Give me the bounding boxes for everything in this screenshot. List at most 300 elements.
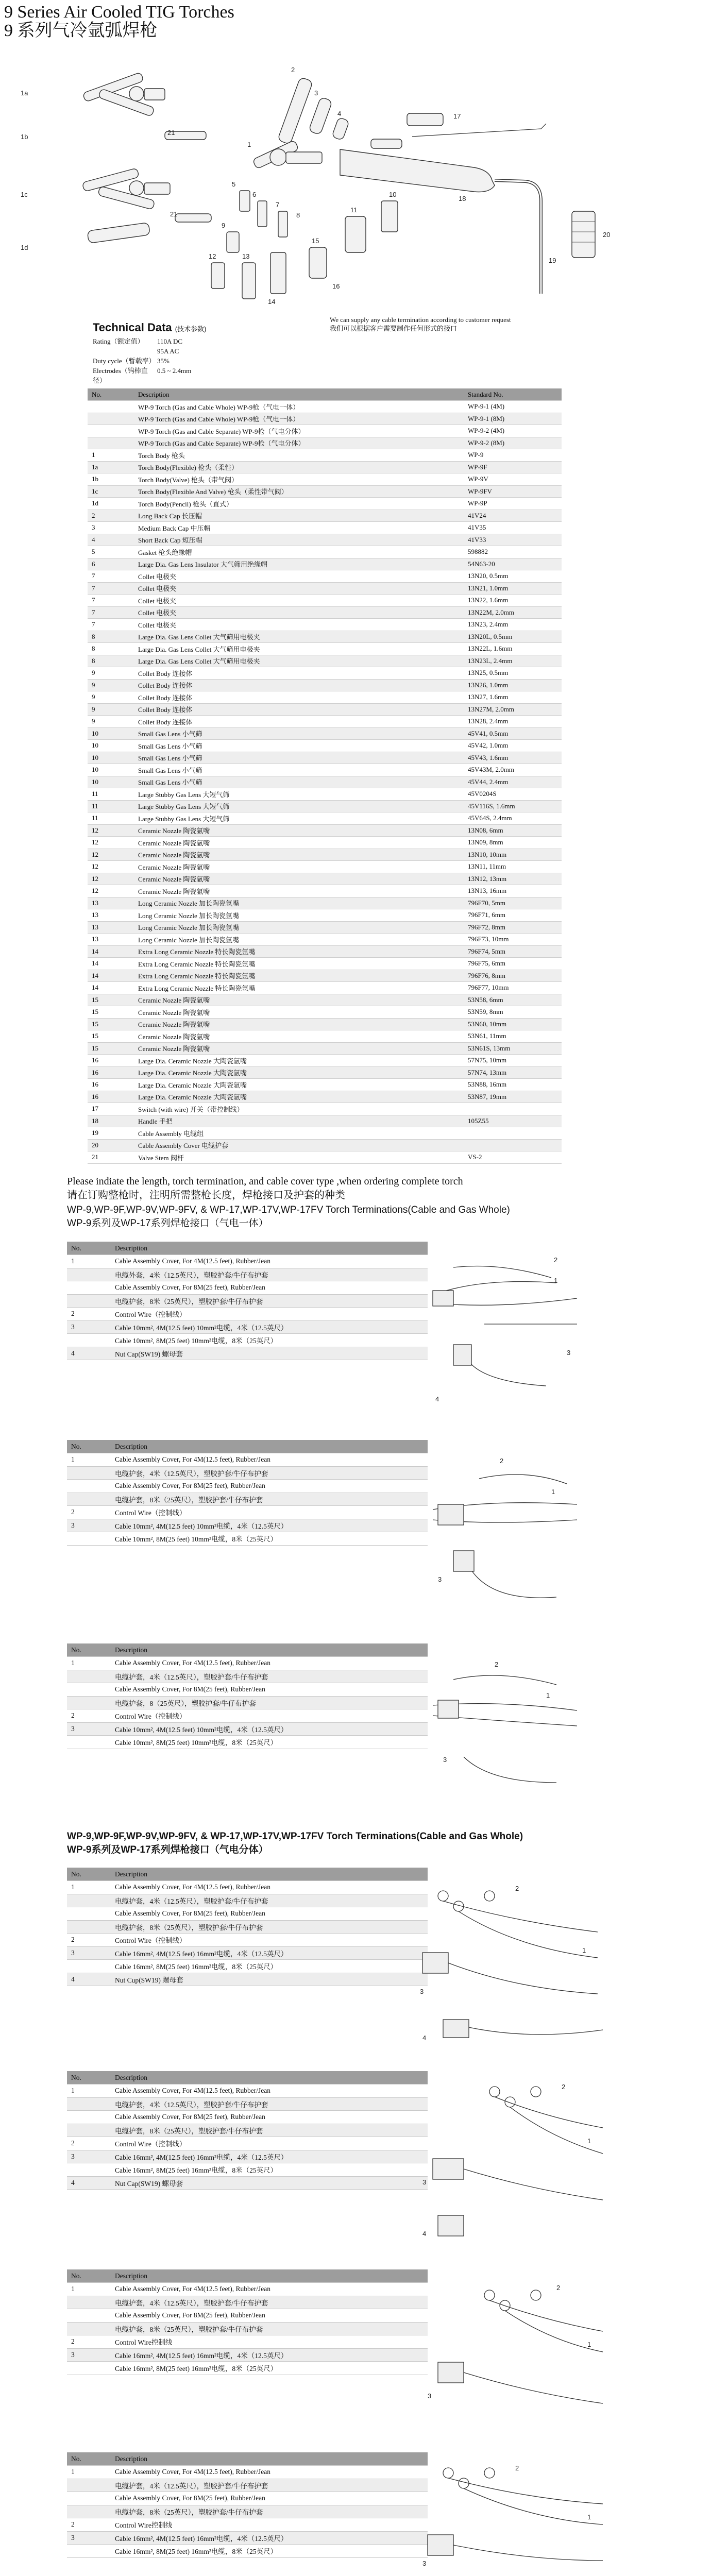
part-no: 8 bbox=[88, 643, 134, 655]
part-no: 12 bbox=[88, 873, 134, 885]
cable-item-no bbox=[67, 1480, 111, 1493]
parts-row bbox=[88, 595, 562, 607]
part-standard-no: 13N25, 0.5mm bbox=[464, 667, 562, 680]
part-standard-no: 45V42, 1.0mm bbox=[464, 740, 562, 752]
part-description: Ceramic Nozzle 陶瓷氩嘴 bbox=[134, 1030, 464, 1043]
cable-item-no bbox=[67, 1268, 111, 1281]
col-no: No. bbox=[67, 2071, 111, 2084]
part-standard-no: 796F71, 6mm bbox=[464, 909, 562, 922]
col-description: Description bbox=[134, 388, 464, 401]
cable-item-description: Cable 16mm², 8M(25 feet) 16mm²电缆，8米（25英尺） bbox=[111, 2362, 428, 2375]
part-description: WP-9 Torch (Gas and Cable Separate) WP-9枪（气电分体） bbox=[134, 425, 464, 437]
cable-row bbox=[67, 1320, 428, 1334]
parts-row bbox=[88, 716, 562, 728]
parts-row bbox=[88, 764, 562, 776]
tech-electrodes bbox=[93, 366, 361, 385]
cable-item-no bbox=[67, 2309, 111, 2323]
part-no: 21 bbox=[88, 1151, 134, 1164]
part-standard-no: 53N61S, 13mm bbox=[464, 1042, 562, 1055]
cable-item-no: 3 bbox=[67, 2150, 111, 2163]
parts-row bbox=[88, 413, 562, 425]
col-no: No. bbox=[67, 2269, 111, 2283]
cable-row bbox=[67, 1736, 428, 1749]
part-no: 9 bbox=[88, 679, 134, 691]
part-standard-no: 13N20L, 0.5mm bbox=[464, 631, 562, 643]
part-description: Large Dia. Gas Lens Collet 大气筛用电极夹 bbox=[134, 655, 464, 667]
part-standard-no: WP-9P bbox=[464, 498, 562, 510]
cable-row bbox=[67, 1657, 428, 1670]
cable-item-description: Cable 16mm², 4M(12.5 feet) 16mm²电缆，4米（12.5英尺） bbox=[111, 1946, 428, 1960]
part-no: 14 bbox=[88, 982, 134, 994]
cable-item-description: Cable Assembly Cover, For 4M(12.5 feet), Rubber/Jean bbox=[111, 2084, 428, 2098]
parts-row bbox=[88, 849, 562, 861]
col-description: Description bbox=[111, 2452, 428, 2466]
termination-diagram-6 bbox=[412, 2275, 618, 2445]
cable-row bbox=[67, 2309, 428, 2323]
callout-2: 2 bbox=[291, 66, 295, 74]
part-no: 1c bbox=[88, 485, 134, 498]
cable-row bbox=[67, 1881, 428, 1894]
cable-item-description: Cable 16mm², 8M(25 feet) 16mm²电缆，8米（25英尺） bbox=[111, 1960, 428, 1973]
parts-row bbox=[88, 982, 562, 994]
part-standard-no: 13N22, 1.6mm bbox=[464, 595, 562, 607]
part-description: Extra Long Ceramic Nozzle 特长陶瓷氩嘴 bbox=[134, 958, 464, 970]
parts-row bbox=[88, 812, 562, 825]
part-description: Collet Body 连接体 bbox=[134, 691, 464, 704]
part-description: Collet 电极夹 bbox=[134, 606, 464, 619]
cable-item-description: Cable Assembly Cover, For 8M(25 feet), Rubber/Jean bbox=[111, 1281, 428, 1295]
cable-item-no: 4 bbox=[67, 1347, 111, 1360]
callout-13: 13 bbox=[242, 252, 250, 260]
cable-item-no: 4 bbox=[67, 2176, 111, 2190]
cable-item-no: 4 bbox=[67, 1973, 111, 1986]
cable-item-no: 1 bbox=[67, 2283, 111, 2296]
col-description: Description bbox=[111, 2269, 428, 2283]
part-standard-no: 796F74, 5mm bbox=[464, 945, 562, 958]
cable-item-description: Control Wire（控制线） bbox=[111, 1506, 428, 1519]
parts-row bbox=[88, 510, 562, 522]
termination-note: We can supply any cable termination according to customer request 我们可以根据客户需要制作任何形式的接口 bbox=[330, 316, 511, 332]
cable-item-description: 电缆护套，8（25英尺），塑胶护套/牛仔布护套 bbox=[111, 1696, 428, 1709]
cable-item-description: 电缆护套，8米（25英尺），塑胶护套/牛仔布护套 bbox=[111, 2124, 428, 2137]
part-no: 11 bbox=[88, 800, 134, 812]
part-description: Ceramic Nozzle 陶瓷氩嘴 bbox=[134, 873, 464, 885]
parts-row bbox=[88, 631, 562, 643]
cable-item-description: Cable Assembly Cover, For 4M(12.5 feet), Rubber/Jean bbox=[111, 1255, 428, 1268]
part-standard-no: 13N21, 1.0mm bbox=[464, 582, 562, 595]
callout-14: 14 bbox=[268, 298, 276, 306]
part-no: 10 bbox=[88, 752, 134, 764]
callout-1: 1 bbox=[546, 1691, 550, 1699]
part-no: 19 bbox=[88, 1127, 134, 1140]
parts-row bbox=[88, 909, 562, 922]
cable-item-no: 2 bbox=[67, 2137, 111, 2150]
cable-row bbox=[67, 1934, 428, 1947]
part-description: Ceramic Nozzle 陶瓷氩嘴 bbox=[134, 837, 464, 849]
part-standard-no: WP-9-2 (4M) bbox=[464, 425, 562, 437]
parts-row bbox=[88, 534, 562, 546]
part-description: Ceramic Nozzle 陶瓷氩嘴 bbox=[134, 994, 464, 1006]
callout-1c: 1c bbox=[21, 191, 28, 198]
callout-9: 9 bbox=[222, 222, 226, 229]
part-no: 1d bbox=[88, 498, 134, 510]
cable-table-header bbox=[67, 1440, 428, 1453]
callout-4: 4 bbox=[337, 110, 342, 117]
parts-row bbox=[88, 643, 562, 655]
callout-4: 4 bbox=[435, 1395, 439, 1403]
part-no: 6 bbox=[88, 558, 134, 570]
torch-diagram-svg bbox=[10, 46, 701, 314]
part-standard-no: 53N87, 19mm bbox=[464, 1091, 562, 1103]
cable-item-description: 电缆护套，4米（12.5英尺），塑胶护套/牛仔布护套 bbox=[111, 1466, 428, 1480]
cable-row bbox=[67, 1894, 428, 1907]
cable-item-description: 电缆护套，4米（12.5英尺），塑胶护套/牛仔布护套 bbox=[111, 2479, 428, 2492]
cable-item-description: 电缆护套，4米（12.5英尺），塑胶护套/牛仔布护套 bbox=[111, 2296, 428, 2309]
cable-item-no: 3 bbox=[67, 1519, 111, 1532]
cable-item-description: Cable Assembly Cover, For 8M(25 feet), Rubber/Jean bbox=[111, 2309, 428, 2323]
part-no: 10 bbox=[88, 764, 134, 776]
cable-item-no: 1 bbox=[67, 1255, 111, 1268]
part-no: 12 bbox=[88, 885, 134, 897]
parts-row bbox=[88, 498, 562, 510]
parts-row bbox=[88, 897, 562, 909]
cable-19 bbox=[412, 124, 546, 294]
part-description: Ceramic Nozzle 陶瓷氩嘴 bbox=[134, 1042, 464, 1055]
part-no: 10 bbox=[88, 727, 134, 740]
cable-item-description: 电缆护套，4米（12.5英尺），塑胶护套/牛仔布护套 bbox=[111, 2097, 428, 2111]
cable-item-no bbox=[67, 1894, 111, 1907]
order-instruction-cn: 请在订购整枪时，注明所需整枪长度，焊枪接口及护套的种类 bbox=[67, 1190, 345, 1201]
cable-row bbox=[67, 1532, 428, 1546]
part-description: Long Back Cap 长压帽 bbox=[134, 510, 464, 522]
cable-item-no: 1 bbox=[67, 1881, 111, 1894]
cable-table-header bbox=[67, 2452, 428, 2466]
cable-item-no: 2 bbox=[67, 1506, 111, 1519]
cable-table-1 bbox=[67, 1242, 428, 1360]
part-standard-no: WP-9V bbox=[464, 473, 562, 486]
cable-row bbox=[67, 1294, 428, 1308]
part-description: Gasket 枪头绝缘帽 bbox=[134, 546, 464, 558]
cable-table-header bbox=[67, 1643, 428, 1657]
parts-row bbox=[88, 449, 562, 462]
cable-item-no: 1 bbox=[67, 1657, 111, 1670]
callout-10: 10 bbox=[389, 191, 397, 198]
part-description: Valve Stem 阀杆 bbox=[134, 1151, 464, 1164]
part-description: Collet 电极夹 bbox=[134, 582, 464, 595]
part-standard-no: 13N08, 6mm bbox=[464, 824, 562, 837]
part-no: 7 bbox=[88, 570, 134, 583]
cable-row bbox=[67, 2097, 428, 2111]
callout-18: 18 bbox=[459, 195, 466, 202]
parts-row bbox=[88, 1079, 562, 1091]
cable-item-description: 电缆护套，8米（25英尺），塑胶护套/牛仔布护套 bbox=[111, 2505, 428, 2518]
part-standard-no: 13N23L, 2.4mm bbox=[464, 655, 562, 667]
page-title-en: 9 Series Air Cooled TIG Torches bbox=[4, 3, 234, 22]
col-no: No. bbox=[67, 1643, 111, 1657]
cable-item-no bbox=[67, 1466, 111, 1480]
part-standard-no: 45V0204S bbox=[464, 788, 562, 801]
part-no: 7 bbox=[88, 595, 134, 607]
part-no: 15 bbox=[88, 1018, 134, 1030]
torch-body-1a bbox=[82, 72, 165, 116]
callout-1: 1 bbox=[247, 141, 251, 148]
part-description: Collet 电极夹 bbox=[134, 570, 464, 583]
technical-data bbox=[93, 320, 361, 385]
callout-3: 3 bbox=[422, 2178, 427, 2186]
part-standard-no: WP-9F bbox=[464, 461, 562, 473]
parts-row bbox=[88, 1018, 562, 1030]
part-no: 15 bbox=[88, 1042, 134, 1055]
parts-row bbox=[88, 727, 562, 740]
tech-rating-label: Rating（额定值） bbox=[93, 337, 144, 345]
parts-row bbox=[88, 970, 562, 982]
part-description: Switch (with wire) 开关（带控制线） bbox=[134, 1103, 464, 1115]
part-standard-no: 45V64S, 2.4mm bbox=[464, 812, 562, 825]
termination-diagram-4 bbox=[412, 1875, 618, 2056]
cable-item-description: Control Wire（控制线） bbox=[111, 2137, 428, 2150]
part-description: Extra Long Ceramic Nozzle 特长陶瓷氩嘴 bbox=[134, 970, 464, 982]
cable-item-no bbox=[67, 2296, 111, 2309]
col-no: No. bbox=[67, 2452, 111, 2466]
part-no: 12 bbox=[88, 837, 134, 849]
part-no: 11 bbox=[88, 788, 134, 801]
part-no: 8 bbox=[88, 631, 134, 643]
part-standard-no: 41V24 bbox=[464, 510, 562, 522]
part-description: Torch Body(Flexible) 枪头（柔性） bbox=[134, 461, 464, 473]
part-description: Large Dia. Gas Lens Collet 大气筛用电极夹 bbox=[134, 643, 464, 655]
part-no: 7 bbox=[88, 582, 134, 595]
parts-row bbox=[88, 461, 562, 473]
cable-item-no bbox=[67, 1493, 111, 1506]
parts-row bbox=[88, 485, 562, 498]
part-standard-no: 796F73, 10mm bbox=[464, 934, 562, 946]
cable-item-no: 3 bbox=[67, 2531, 111, 2545]
part-no: 15 bbox=[88, 1006, 134, 1019]
tech-rating bbox=[93, 336, 361, 356]
cable-item-description: 电缆护套，4米（12.5英尺），塑胶护套/牛仔布护套 bbox=[111, 1894, 428, 1907]
callout-3: 3 bbox=[422, 2560, 427, 2567]
part-standard-no: 13N28, 2.4mm bbox=[464, 716, 562, 728]
cable-item-description: Cable 10mm², 8M(25 feet) 10mm²电缆，8米（25英尺） bbox=[111, 1736, 428, 1749]
part-standard-no bbox=[464, 1127, 562, 1140]
part-no: 16 bbox=[88, 1066, 134, 1079]
callout-20: 20 bbox=[603, 231, 611, 239]
cable-item-description: 电缆护套，4米（12.5英尺），塑胶护套/牛仔布护套 bbox=[111, 1670, 428, 1683]
callout-3: 3 bbox=[314, 89, 318, 97]
parts-row bbox=[88, 570, 562, 583]
part-description: Collet 电极夹 bbox=[134, 595, 464, 607]
parts-row bbox=[88, 558, 562, 570]
parts-row bbox=[88, 437, 562, 449]
col-no: No. bbox=[67, 1868, 111, 1881]
cable-item-description: Control Wire控制线 bbox=[111, 2335, 428, 2349]
handle-18 bbox=[340, 139, 495, 192]
cable-table-header bbox=[67, 1242, 428, 1255]
cable-row bbox=[67, 2505, 428, 2518]
callout-2: 2 bbox=[500, 1457, 504, 1465]
parts-row bbox=[88, 1103, 562, 1115]
parts-row bbox=[88, 788, 562, 801]
cable-row bbox=[67, 1709, 428, 1723]
part-description: Large Dia. Ceramic Nozzle 大陶瓷氩嘴 bbox=[134, 1066, 464, 1079]
callout-17: 17 bbox=[453, 112, 461, 120]
parts-row bbox=[88, 1127, 562, 1140]
part-standard-no: 105Z55 bbox=[464, 1115, 562, 1127]
part-standard-no: 796F70, 5mm bbox=[464, 897, 562, 909]
part-no: 13 bbox=[88, 909, 134, 922]
cable-row bbox=[67, 2518, 428, 2532]
cable-row bbox=[67, 1960, 428, 1973]
part-standard-no: 45V43, 1.6mm bbox=[464, 752, 562, 764]
cable-row bbox=[67, 1973, 428, 1986]
part-description: Large Stubby Gas Lens 大短气筛 bbox=[134, 800, 464, 812]
part-standard-no: 13N11, 11mm bbox=[464, 861, 562, 873]
part-description: WP-9 Torch (Gas and Cable Whole) WP-9枪（气电一体） bbox=[134, 401, 464, 413]
section2-heading-cn: WP-9系列及WP-17系列焊枪接口（气电分体） bbox=[67, 1844, 268, 1855]
cable-item-no bbox=[67, 1670, 111, 1683]
cable-item-description: 电缆护套，8米（25英尺），塑胶护套/牛仔布护套 bbox=[111, 1493, 428, 1506]
parts-row bbox=[88, 655, 562, 667]
part-no: 12 bbox=[88, 849, 134, 861]
cable-row bbox=[67, 1466, 428, 1480]
part-standard-no: 53N61, 11mm bbox=[464, 1030, 562, 1043]
part-standard-no: 796F75, 6mm bbox=[464, 958, 562, 970]
cable-item-no bbox=[67, 1532, 111, 1546]
callout-1: 1 bbox=[587, 2513, 591, 2521]
parts-table-header bbox=[88, 388, 562, 401]
part-description: Collet 电极夹 bbox=[134, 619, 464, 631]
part-no: 12 bbox=[88, 861, 134, 873]
part-standard-no: VS-2 bbox=[464, 1151, 562, 1164]
parts-row bbox=[88, 691, 562, 704]
cable-table-6 bbox=[67, 2269, 428, 2375]
part-standard-no: 13N22L, 1.6mm bbox=[464, 643, 562, 655]
cable-item-no: 2 bbox=[67, 1709, 111, 1723]
part-standard-no: WP-9-1 (8M) bbox=[464, 413, 562, 425]
part-no bbox=[88, 437, 134, 449]
part-description: Ceramic Nozzle 陶瓷氩嘴 bbox=[134, 885, 464, 897]
cable-item-description: Cable Assembly Cover, For 4M(12.5 feet), Rubber/Jean bbox=[111, 1881, 428, 1894]
cable-item-description: Nut Cap(SW19) 螺母套 bbox=[111, 2176, 428, 2190]
cable-item-no bbox=[67, 1736, 111, 1749]
cable-item-no bbox=[67, 2124, 111, 2137]
part-description: Torch Body(Pencil) 枪头（直式） bbox=[134, 498, 464, 510]
parts-row bbox=[88, 1055, 562, 1067]
part-standard-no: 13N22M, 2.0mm bbox=[464, 606, 562, 619]
cable-row bbox=[67, 2348, 428, 2362]
parts-row bbox=[88, 1139, 562, 1151]
part-standard-no: 796F72, 8mm bbox=[464, 921, 562, 934]
cable-item-description: Cable 16mm², 8M(25 feet) 16mm²电缆，8米（25英尺） bbox=[111, 2163, 428, 2177]
cable-item-no: 2 bbox=[67, 2518, 111, 2532]
cable-item-no: 3 bbox=[67, 1320, 111, 1334]
part-description: Large Dia. Ceramic Nozzle 大陶瓷氩嘴 bbox=[134, 1055, 464, 1067]
part-standard-no: 13N20, 0.5mm bbox=[464, 570, 562, 583]
cable-row bbox=[67, 1696, 428, 1709]
cable-row bbox=[67, 2492, 428, 2505]
cable-table-3 bbox=[67, 1643, 428, 1749]
callout-2: 2 bbox=[515, 2464, 519, 2472]
part-no: 14 bbox=[88, 970, 134, 982]
part-no: 7 bbox=[88, 606, 134, 619]
torch-body-1 bbox=[252, 140, 322, 169]
part-description: Collet Body 连接体 bbox=[134, 679, 464, 691]
cable-row bbox=[67, 1453, 428, 1467]
cable-item-no bbox=[67, 1683, 111, 1697]
cable-item-no: 2 bbox=[67, 2335, 111, 2349]
part-description: Collet Body 连接体 bbox=[134, 703, 464, 716]
callout-2: 2 bbox=[562, 2083, 566, 2091]
cable-row bbox=[67, 1347, 428, 1360]
callout-21-top: 21 bbox=[167, 129, 175, 137]
cable-row bbox=[67, 1506, 428, 1519]
termination-diagram-2 bbox=[422, 1448, 592, 1618]
part-description: Extra Long Ceramic Nozzle 特长陶瓷氩嘴 bbox=[134, 982, 464, 994]
part-standard-no: 41V33 bbox=[464, 534, 562, 546]
part-standard-no: WP-9 bbox=[464, 449, 562, 462]
cable-row bbox=[67, 2137, 428, 2150]
cable-item-description: 电缆护套，8米（25英尺），塑胶护套/牛仔布护套 bbox=[111, 1294, 428, 1308]
tech-rating-value: 110A DC 95A AC bbox=[157, 337, 182, 355]
cable-item-description: Cable Assembly Cover, For 8M(25 feet), Rubber/Jean bbox=[111, 1480, 428, 1493]
cable-item-description: Cable Assembly Cover, For 8M(25 feet), Rubber/Jean bbox=[111, 2492, 428, 2505]
cable-item-description: Cable Assembly Cover, For 8M(25 feet), Rubber/Jean bbox=[111, 1907, 428, 1921]
callout-15: 15 bbox=[312, 237, 319, 245]
part-no: 9 bbox=[88, 703, 134, 716]
cable-item-description: Cable 16mm², 4M(12.5 feet) 16mm²电缆，4米（12.5英尺） bbox=[111, 2531, 428, 2545]
cable-row bbox=[67, 2163, 428, 2177]
col-description: Description bbox=[111, 2071, 428, 2084]
cable-item-no bbox=[67, 1920, 111, 1934]
callout-1d: 1d bbox=[21, 244, 28, 251]
part-description: Torch Body(Valve) 枪头（带气阀） bbox=[134, 473, 464, 486]
cable-row bbox=[67, 1519, 428, 1532]
parts-row bbox=[88, 546, 562, 558]
part-no: 13 bbox=[88, 921, 134, 934]
cable-item-no: 1 bbox=[67, 1453, 111, 1467]
cable-item-description: Cable Assembly Cover, For 4M(12.5 feet), Rubber/Jean bbox=[111, 2283, 428, 2296]
cable-item-no bbox=[67, 2163, 111, 2177]
part-no: 16 bbox=[88, 1055, 134, 1067]
valve-stem-21 bbox=[165, 131, 211, 222]
parts-table bbox=[88, 388, 562, 1164]
section2-heading-en: WP-9,WP-9F,WP-9V,WP-9FV, & WP-17,WP-17V,WP-17FV Torch Terminations(Cable and Gas Whole) bbox=[67, 1831, 523, 1842]
part-description: Ceramic Nozzle 陶瓷氩嘴 bbox=[134, 861, 464, 873]
part-description: Extra Long Ceramic Nozzle 特长陶瓷氩嘴 bbox=[134, 945, 464, 958]
part-description: Long Ceramic Nozzle 加长陶瓷氩嘴 bbox=[134, 909, 464, 922]
part-no: 1a bbox=[88, 461, 134, 473]
part-no: 7 bbox=[88, 619, 134, 631]
part-standard-no: 41V35 bbox=[464, 522, 562, 534]
parts-row bbox=[88, 1151, 562, 1164]
cable-item-description: Cable Assembly Cover, For 4M(12.5 feet), Rubber/Jean bbox=[111, 2466, 428, 2479]
termination-diagram-7 bbox=[412, 2458, 618, 2576]
col-description: Description bbox=[111, 1868, 428, 1881]
part-standard-no: 45V44, 2.4mm bbox=[464, 776, 562, 788]
part-description: Medium Back Cap 中压帽 bbox=[134, 522, 464, 534]
part-description: Long Ceramic Nozzle 加长陶瓷氩嘴 bbox=[134, 934, 464, 946]
callout-1: 1 bbox=[587, 2137, 591, 2145]
parts-row bbox=[88, 752, 562, 764]
part-description: Small Gas Lens 小气筛 bbox=[134, 764, 464, 776]
cable-item-no: 2 bbox=[67, 1308, 111, 1321]
cable-item-description: 电缆护套，8米（25英尺），塑胶护套/牛仔布护套 bbox=[111, 2322, 428, 2335]
part-description: Long Ceramic Nozzle 加长陶瓷氩嘴 bbox=[134, 897, 464, 909]
termination-diagram-1 bbox=[422, 1247, 592, 1417]
parts-row bbox=[88, 401, 562, 413]
cable-cover-20 bbox=[572, 211, 595, 258]
part-no: 9 bbox=[88, 716, 134, 728]
